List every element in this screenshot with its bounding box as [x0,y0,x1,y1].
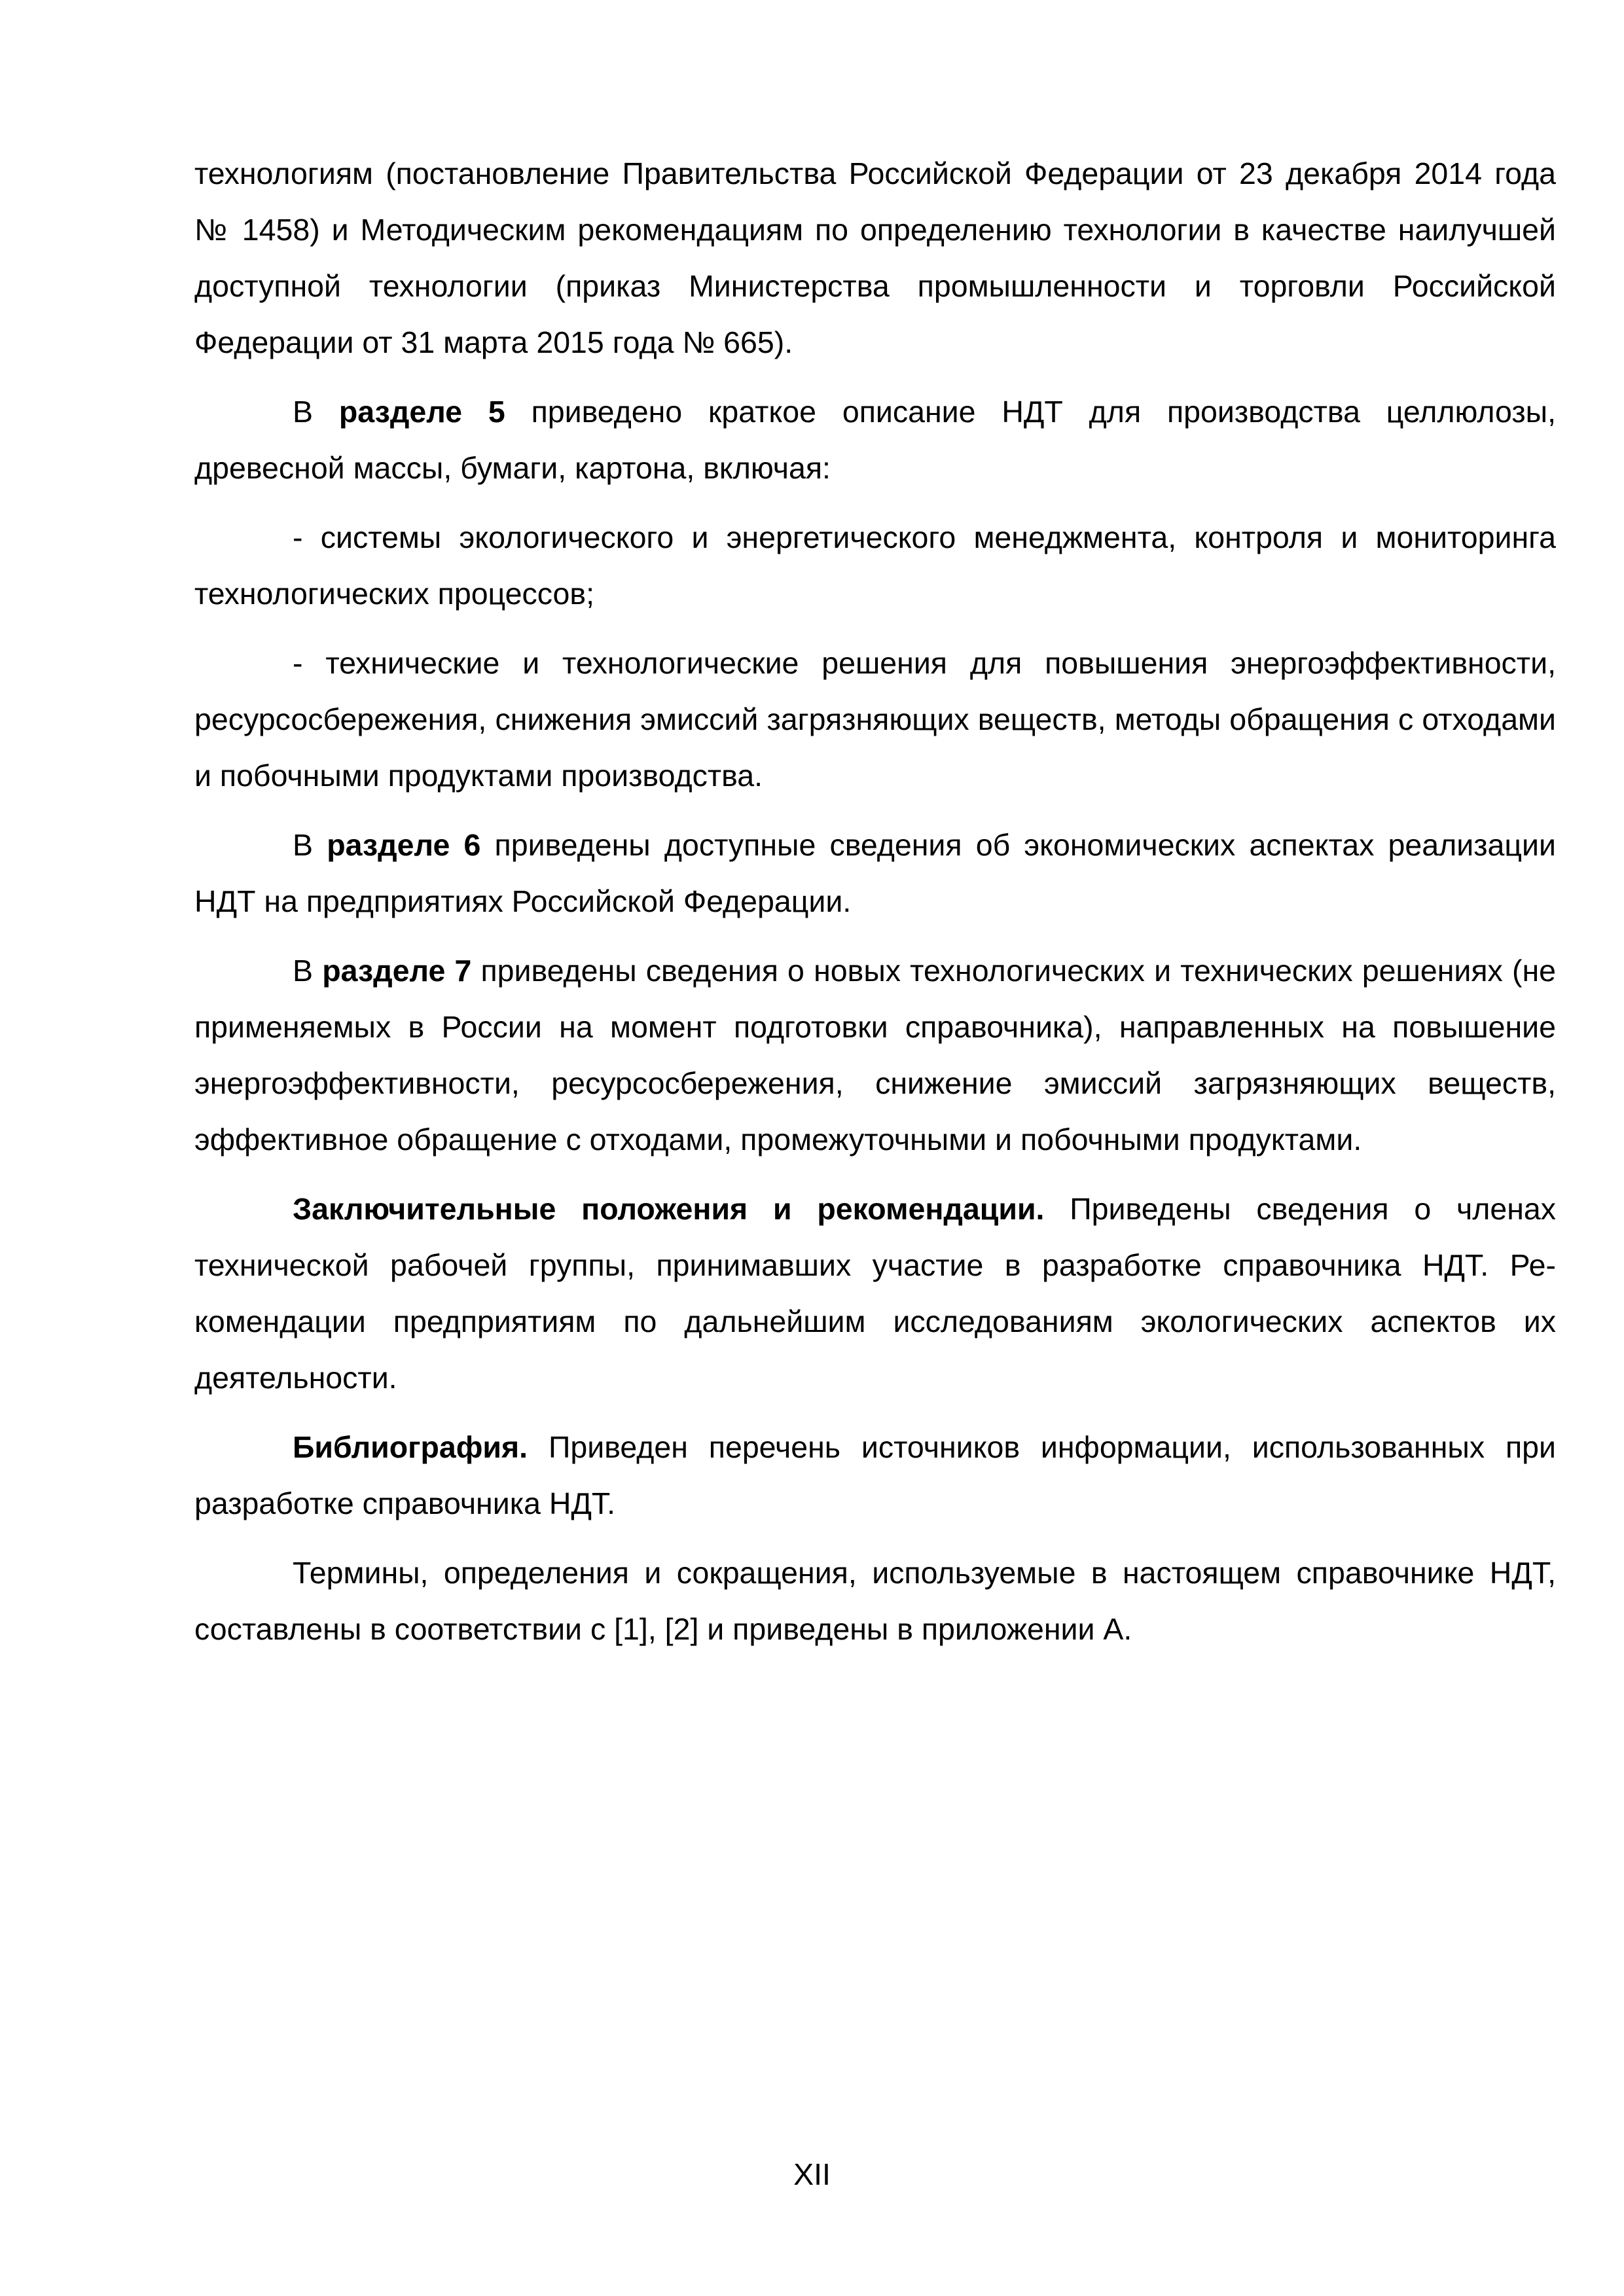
paragraph-terms: Термины, определения и сокращения, используемые в настоящем справочнике НДТ, составлены в соответствии с [1], [2] и приведены в приложении А. [194,1556,1556,1646]
section-5-heading: разделе 5 [338,395,505,429]
paragraph-prefix: В [293,954,323,988]
paragraph-prefix: В [293,395,339,429]
paragraph-text: Приведен перечень источников информации, использованных при разработке справочника НДТ. [194,1430,1556,1520]
conclusions-heading: Заключительные положения и рекомендации. [293,1192,1045,1226]
paragraph-text: приведены сведения о новых технологических и технических решениях (не применяемых в России на момент подготовки справочника), направленных на повышение энергоэффективности, ресурсосбережения, снижение эмиссий загрязняющих веществ, эффективное обращение с отходами, промежуточными и побочными продуктами. [194,954,1556,1157]
page-content [194,145,1556,1670]
section-6-heading: разделе 6 [327,828,481,862]
paragraph-section-5 [194,384,1556,496]
page-number: XII [793,2157,831,2191]
paragraph-text: приведены доступные сведения об экономических аспектах реализации НДТ на предприятиях Российской Федерации. [194,828,1556,918]
paragraph-conclusions [194,1181,1556,1406]
paragraph-text: приведено краткое описание НДТ для производства целлюлозы, древесной массы, бумаги, картона, включая: [194,395,1556,485]
list-item-management-systems: - системы экологического и энергетического менеджмента, контроля и мониторинга технологических процессов; [194,520,1556,611]
bibliography-heading: Библиография. [293,1430,528,1464]
paragraph-section-6 [194,817,1556,929]
section-7-heading: разделе 7 [322,954,472,988]
paragraph-continuation: технологиям (постановление Правительства Российской Федерации от 23 декабря 2014 года № 1458) и Методическим рекомендациям по определению технологии в качестве наилучшей доступной технологии (приказ Министерства промышленности и торговли Российской Федерации от 31 марта 2015 года № 665). [194,156,1556,359]
paragraph-bibliography [194,1419,1556,1532]
paragraph-section-7 [194,942,1556,1168]
list-item-technical-solutions: - технические и технологические решения для повышения энергоэффективности, ресурсосбережения, снижения эмиссий загрязняющих веществ, методы обращения с отходами и побочными продуктами производства. [194,646,1556,793]
paragraph-prefix: В [293,828,327,862]
paragraph-text: Приведены сведения о членах технической рабочей группы, принимавших участие в разработке справочника НДТ. Рекомендации предприятиям по дальнейшим исследованиям экологических аспектов их деятельности. [194,1192,1556,1395]
